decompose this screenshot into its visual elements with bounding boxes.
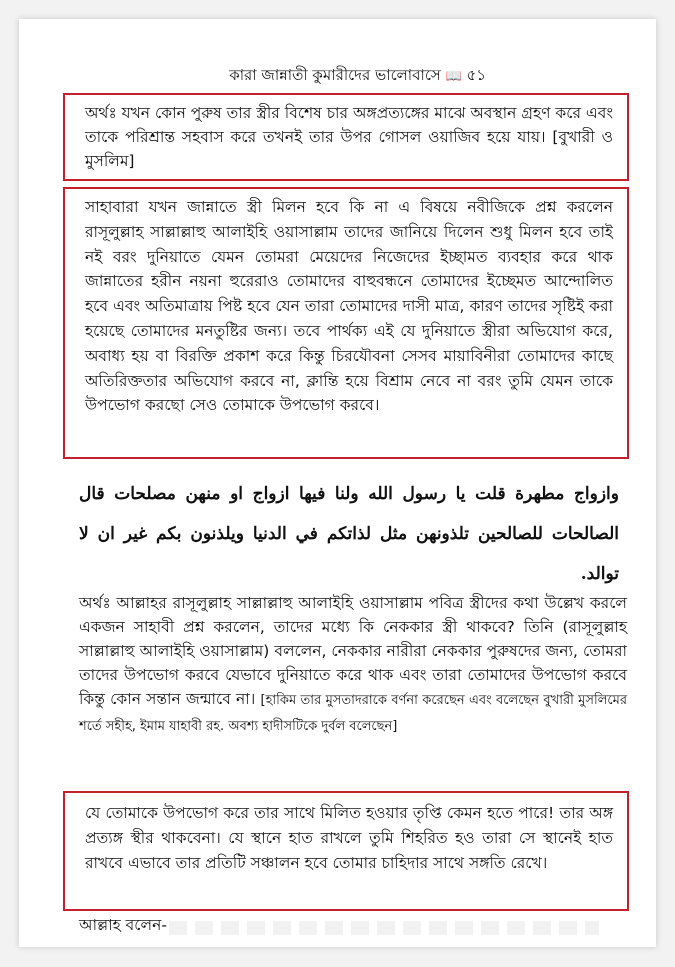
hadith-translation-paragraph bbox=[79, 591, 627, 739]
book-page bbox=[19, 19, 656, 947]
faded-bottom-text bbox=[169, 921, 599, 935]
highlight-box-sahaba-question bbox=[63, 187, 629, 459]
hadith-meaning-text: অর্থঃ যখন কোন পুরুষ তার স্ত্রীর বিশেষ চার অঙ্গপ্রত্যঙ্গের মাঝে অবস্থান গ্রহণ করে এবং তাকে পরিশ্রান্ত সহবাস করে তখনই তার উপর গোসল ওয়াজিব হয়ে যায়। [বুখারী ও মুসলিম] bbox=[85, 104, 614, 170]
page-header-title: কারা জান্নাতী কুমারীদের ভালোবাসে bbox=[229, 66, 441, 84]
page-number: ৫১ bbox=[466, 66, 486, 84]
hadith-translation-text: অর্থঃ আল্লাহর রাসূলুল্লাহ সাল্লাল্লাহু আলাইহি ওয়াসাল্লাম পবিত্র স্ত্রীদের কথা উল্লেখ করলে একজন সাহাবী প্রশ্ন করলেন, তাদের মধ্যে কি নেককার স্ত্রী থাকবে? তিনি (রাসূলুল্লাহ সাল্লাল্লাহু আলাইহি ওয়াসাল্লাম) বললেন, নেককার নারীরা নেককার পুরুষদের জন্য, তোমরা তাদের উপভোগ করবে যেভাবে দুনিয়াতে করে থাক এবং তারা তোমাদের উপভোগ করবে কিন্তু কোন সন্তান জন্মাবে না। bbox=[79, 594, 627, 708]
enjoyment-text: যে তোমাকে উপভোগ করে তার সাথে মিলিত হওয়ার তৃপ্তি কেমন হতে পারে! তার অঙ্গ প্রত্যঙ্গ স্থীর থাকবেনা। যে স্থানে হাত রাখলে তুমি শিহরিত হও তারা সে স্থানেই হাত রাখবে এভাবে তার প্রতিটি সঞ্চালন হবে তোমার চাহিদার সাথে সঙ্গতি রেখে। bbox=[85, 804, 613, 872]
sahaba-question-text: সাহাবারা যখন জান্নাতে স্ত্রী মিলন হবে কি না এ বিষয়ে নবীজিকে প্রশ্ন করলেন রাসূলুল্লাহ সাল্লাল্লাহু আলাইহি ওয়াসাল্লাম তাদের জানিয়ে দিলেন শুধু মিলন হবে তাই নই বরং দুনিয়াতে যেমন তোমরা মেয়েদের নিজেদের ইচ্ছামত ব্যবহার করে থাক জান্নাতের হরীন নয়না হুরেরাও তোমাদের বাহুবন্ধনে তোমাদের ইচ্ছেমত আন্দোলিত হবে এবং অতিমাত্রায় পিষ্ট হবে যেন তারা তোমাদের দাসী মাত্র, কারণ তাদের সৃষ্টিই করা হয়েছে তোমাদের মনতুষ্টির জন্য। তবে পার্থক্য এই যে দুনিয়াতে স্ত্রীরা অভিযোগ করে, অবাধ্য হয় বা বিরক্তি প্রকাশ করে কিন্তু চিরযৌবনা সেসব মায়াবিনীরা তোমাদের কাছে অতিরিক্ততার অভিযোগ করবে না, ক্লান্তি হয়ে বিশ্রাম নেবে না বরং তুমি যেমন তাকে উপভোগ করছো সেও তোমাকে উপভোগ করবে। bbox=[85, 198, 613, 415]
highlight-box-hadith-meaning bbox=[63, 93, 629, 181]
highlight-box-enjoyment bbox=[63, 791, 629, 911]
allah-says-text: আল্লাহ বলেন- bbox=[79, 916, 167, 934]
arabic-text: وازواج مطهرة قلت يا رسول الله ولنا فيها ازواج او منهن مصلحات قال الصالحات للصالحين تلذونهن مثل لذاتكم في الدنيا ويلذنون بكم غير ان لا توالد. bbox=[79, 484, 619, 584]
hadith-reference: [হাকিম তার মুসতাদরাকে বর্ণনা করেছেন এবং বলেছেন বুখারী মুসলিমের শর্তে সহীহ, ইমাম যাহাবী রহ. অবশ্য হাদীসটিকে দুর্বল বলেছেন] bbox=[79, 693, 627, 734]
book-icon: 📖 bbox=[445, 69, 462, 84]
page-header bbox=[19, 64, 656, 89]
arabic-hadith-text bbox=[79, 474, 619, 594]
